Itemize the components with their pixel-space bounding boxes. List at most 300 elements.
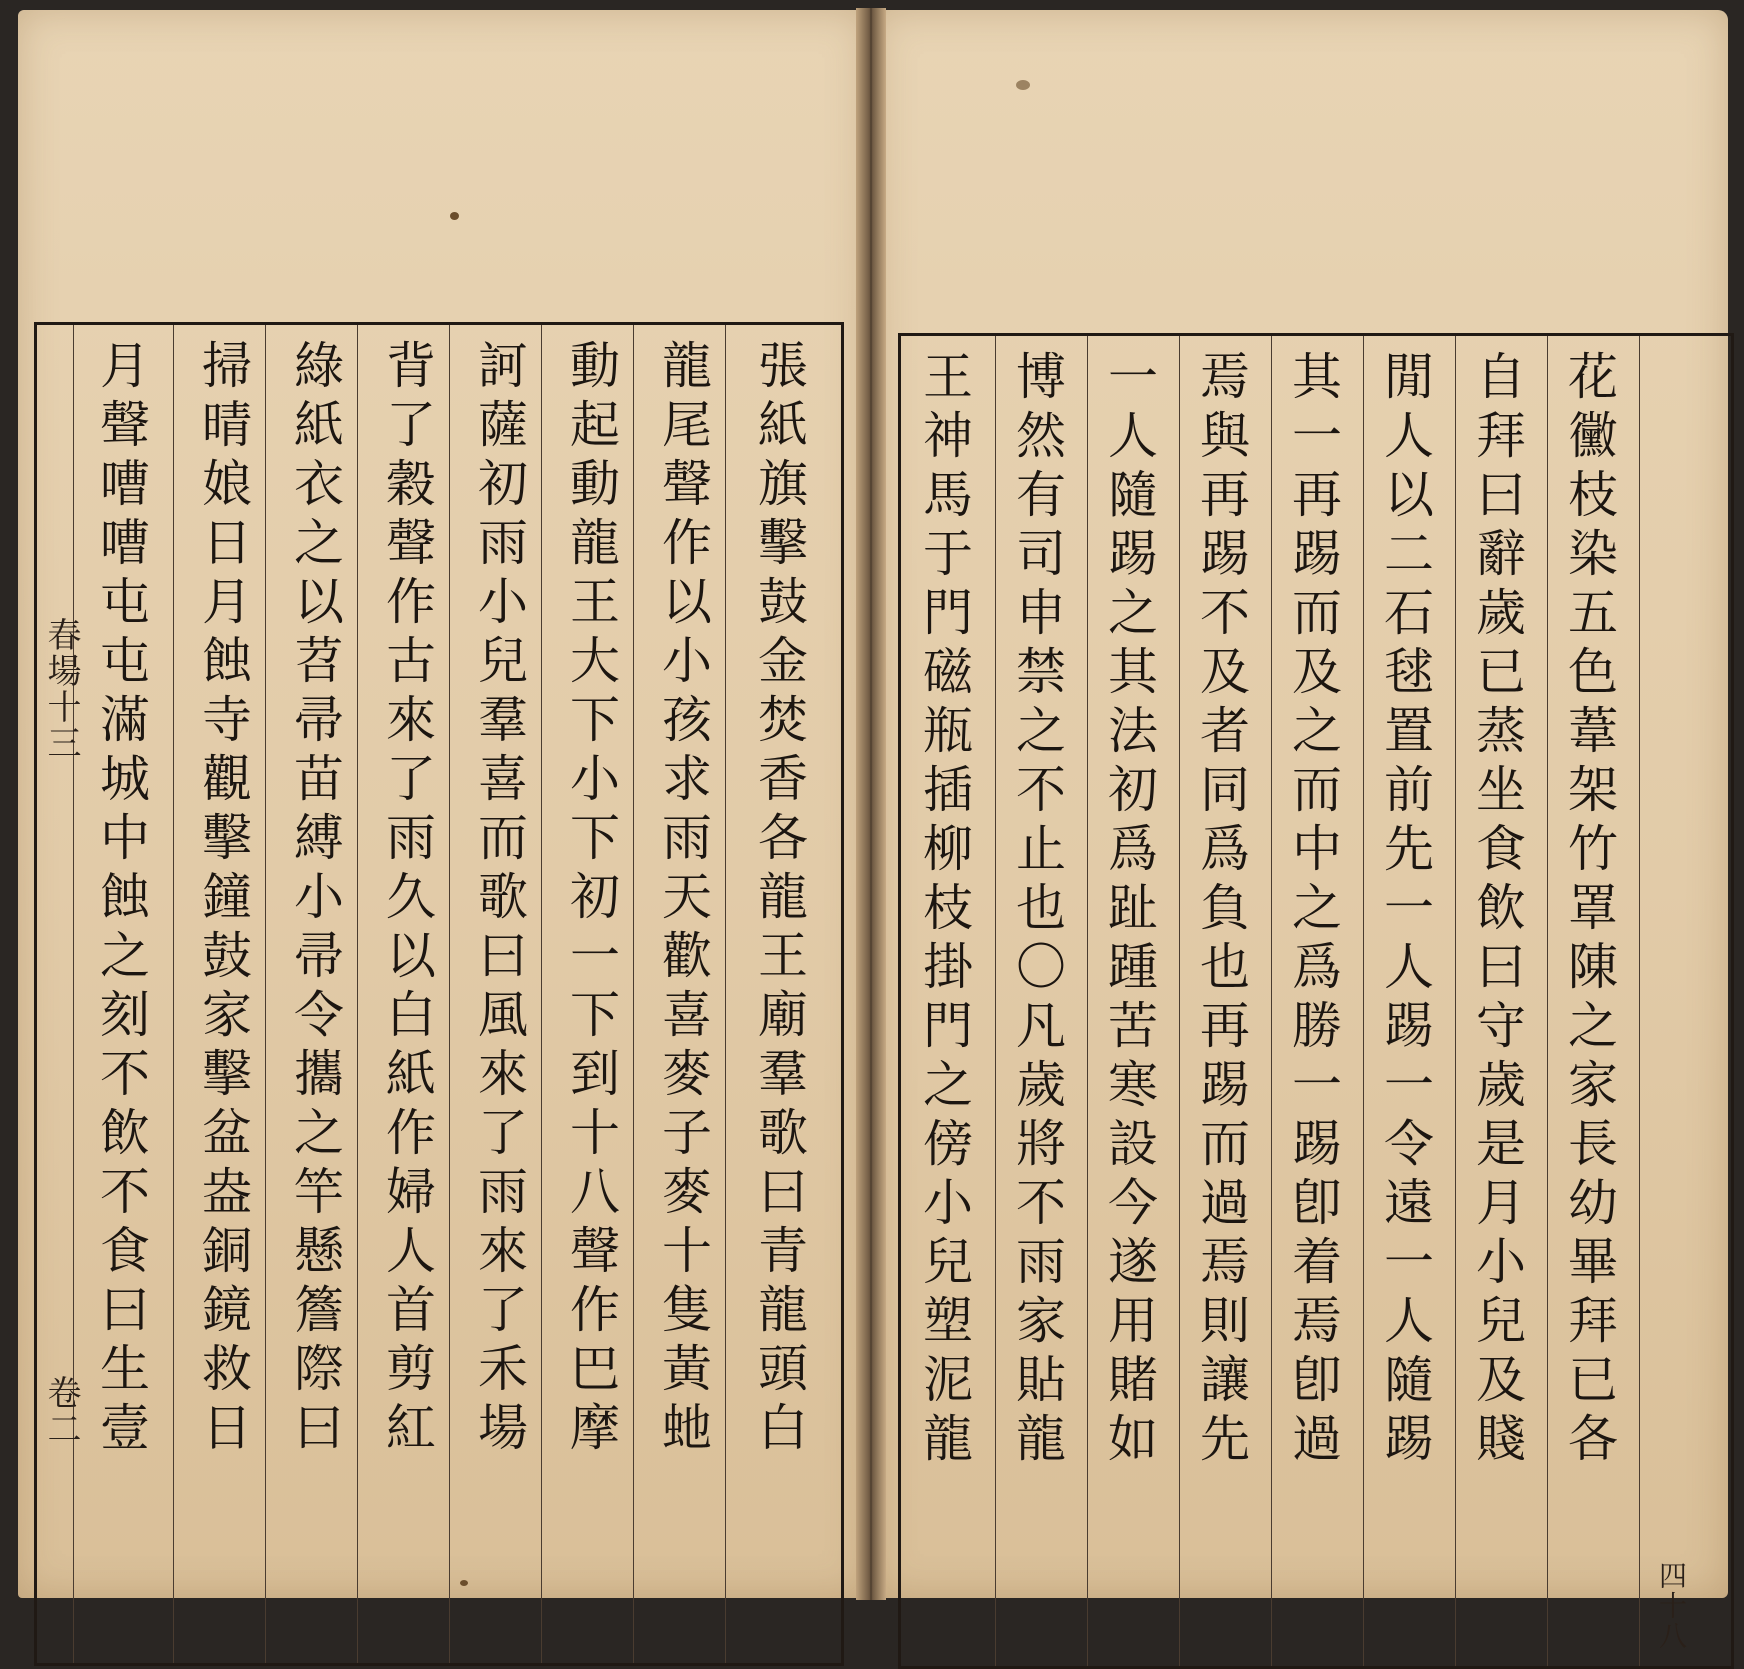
glyph: 之 — [294, 514, 344, 572]
glyph: 城 — [100, 750, 150, 808]
glyph: 動 — [570, 455, 620, 513]
glyph: 曰 — [1476, 466, 1526, 524]
glyph: 王 — [570, 573, 620, 631]
glyph: 自 — [1476, 348, 1526, 406]
glyph: 場 — [478, 1399, 528, 1457]
glyph: 喜 — [478, 750, 528, 808]
glyph: 過 — [1292, 1410, 1342, 1468]
text-column — [1179, 336, 1271, 1666]
glyph: 蝕 — [100, 868, 150, 926]
glyph: 紙 — [758, 396, 808, 454]
glyph: 虵 — [662, 1399, 712, 1457]
glyph: 卽 — [1292, 1174, 1342, 1232]
text-column — [273, 325, 365, 1663]
glyph: 巴 — [570, 1340, 620, 1398]
glyph: 司 — [1016, 525, 1066, 583]
glyph: 孩 — [662, 691, 712, 749]
glyph: 小 — [294, 868, 344, 926]
glyph: 人 — [1108, 407, 1158, 465]
glyph: 壹 — [100, 1399, 150, 1457]
glyph: 枝 — [1568, 466, 1618, 524]
glyph: 歲 — [1476, 584, 1526, 642]
glyph: 家 — [1568, 1056, 1618, 1114]
glyph: 于 — [923, 525, 973, 583]
glyph: 陳 — [1568, 938, 1618, 996]
glyph: 而 — [1200, 1115, 1250, 1173]
glyph: 坐 — [1476, 761, 1526, 819]
text-column — [457, 325, 549, 1663]
glyph: 簷 — [294, 1281, 344, 1339]
glyph: 染 — [1568, 525, 1618, 583]
glyph: 苗 — [294, 750, 344, 808]
glyph: 風 — [478, 986, 528, 1044]
glyph: 曰 — [1476, 938, 1526, 996]
glyph: 兒 — [478, 632, 528, 690]
glyph: 以 — [662, 573, 712, 631]
glyph: 了 — [386, 750, 436, 808]
glyph: 蝕 — [202, 632, 252, 690]
glyph: 雨 — [478, 514, 528, 572]
left-text-frame — [34, 322, 844, 1666]
glyph: 踢 — [1200, 525, 1250, 583]
glyph: 辭 — [1476, 525, 1526, 583]
glyph: 今 — [1108, 1174, 1158, 1232]
glyph: 觀 — [202, 750, 252, 808]
glyph: 一 — [1384, 1056, 1434, 1114]
glyph: 竹 — [1568, 820, 1618, 878]
margin-folio: 四十八 — [1655, 1561, 1688, 1651]
glyph: 如 — [1108, 1410, 1158, 1468]
glyph: 歲 — [1476, 1056, 1526, 1114]
column-rule — [173, 325, 174, 1663]
glyph: 銅 — [202, 1222, 252, 1280]
glyph: 初 — [570, 868, 620, 926]
glyph: 了 — [478, 1281, 528, 1339]
glyph: 以 — [386, 927, 436, 985]
glyph: 及 — [1292, 643, 1342, 701]
glyph: 一 — [1384, 879, 1434, 937]
glyph: 鏡 — [202, 1281, 252, 1339]
glyph: 旗 — [758, 455, 808, 513]
text-column — [549, 325, 641, 1663]
glyph: 神 — [923, 407, 973, 465]
glyph: 禾 — [478, 1340, 528, 1398]
glyph: 龍 — [758, 868, 808, 926]
glyph: 守 — [1476, 997, 1526, 1055]
glyph: 枝 — [923, 879, 973, 937]
glyph: 聲 — [570, 1222, 620, 1280]
glyph: 已 — [1568, 1351, 1618, 1409]
glyph: 掛 — [923, 938, 973, 996]
glyph: 及 — [1476, 1351, 1526, 1409]
glyph: 聲 — [100, 396, 150, 454]
glyph: 則 — [1200, 1292, 1250, 1350]
glyph: 張 — [758, 337, 808, 395]
glyph: 之 — [1016, 702, 1066, 760]
glyph: 王 — [923, 348, 973, 406]
glyph: 小 — [662, 632, 712, 690]
glyph: 龍 — [570, 514, 620, 572]
glyph: 傍 — [923, 1115, 973, 1173]
glyph: 掃 — [202, 337, 252, 395]
glyph: 也 — [1016, 879, 1066, 937]
glyph: 穀 — [386, 455, 436, 513]
glyph: 作 — [662, 514, 712, 572]
glyph: 羣 — [478, 691, 528, 749]
glyph: 月 — [1476, 1174, 1526, 1232]
glyph: 爲 — [1108, 820, 1158, 878]
glyph: 際 — [294, 1340, 344, 1398]
glyph: 〇 — [1016, 938, 1066, 996]
glyph: 爲 — [1292, 938, 1342, 996]
glyph: 色 — [1568, 643, 1618, 701]
glyph: 禁 — [1016, 643, 1066, 701]
glyph: 剪 — [386, 1340, 436, 1398]
glyph: 長 — [1568, 1115, 1618, 1173]
glyph: 盆 — [202, 1104, 252, 1162]
glyph: 塑 — [923, 1292, 973, 1350]
glyph: 柳 — [923, 820, 973, 878]
glyph: 來 — [478, 1222, 528, 1280]
glyph: 踢 — [1200, 1056, 1250, 1114]
glyph: 久 — [386, 868, 436, 926]
glyph: 一 — [570, 927, 620, 985]
text-column — [995, 336, 1087, 1666]
glyph: 來 — [478, 1045, 528, 1103]
glyph: 擊 — [202, 1045, 252, 1103]
glyph: 毬 — [1384, 643, 1434, 701]
glyph: 紙 — [386, 1045, 436, 1103]
glyph: 飲 — [1476, 879, 1526, 937]
glyph: 兒 — [1476, 1292, 1526, 1350]
glyph: 紙 — [294, 396, 344, 454]
glyph: 動 — [570, 337, 620, 395]
glyph: 焉 — [1292, 1292, 1342, 1350]
glyph: 先 — [1384, 820, 1434, 878]
column-rule — [73, 325, 74, 1663]
glyph: 月 — [202, 573, 252, 631]
glyph: 懸 — [294, 1222, 344, 1280]
glyph: 拜 — [1568, 1292, 1618, 1350]
glyph: 勝 — [1292, 997, 1342, 1055]
glyph: 焉 — [1200, 1233, 1250, 1291]
glyph: 門 — [923, 584, 973, 642]
glyph: 之 — [1292, 879, 1342, 937]
glyph: 十 — [662, 1222, 712, 1280]
glyph: 曰 — [294, 1399, 344, 1457]
glyph: 不 — [1016, 1174, 1066, 1232]
glyph: 帚 — [294, 691, 344, 749]
glyph: 一 — [1292, 407, 1342, 465]
glyph: 之 — [1108, 584, 1158, 642]
glyph: 瓶 — [923, 702, 973, 760]
glyph: 青 — [758, 1222, 808, 1280]
glyph: 過 — [1200, 1174, 1250, 1232]
glyph: 紅 — [386, 1399, 436, 1457]
glyph: 縛 — [294, 809, 344, 867]
text-column — [1455, 336, 1547, 1666]
glyph: 白 — [386, 986, 436, 1044]
glyph: 踵 — [1108, 938, 1158, 996]
glyph: 畢 — [1568, 1233, 1618, 1291]
glyph: 起 — [570, 396, 620, 454]
glyph: 有 — [1016, 466, 1066, 524]
glyph: 歌 — [478, 868, 528, 926]
glyph: 是 — [1476, 1115, 1526, 1173]
glyph: 家 — [202, 986, 252, 1044]
glyph: 不 — [100, 1045, 150, 1103]
margin-volume: 卷二 — [41, 1375, 81, 1447]
glyph: 同 — [1200, 761, 1250, 819]
text-column — [1363, 336, 1455, 1666]
text-column — [365, 325, 457, 1663]
ink-spot — [450, 212, 459, 220]
glyph: 作 — [386, 1104, 436, 1162]
glyph: 焉 — [1200, 348, 1250, 406]
glyph: 竿 — [294, 1163, 344, 1221]
glyph: 金 — [758, 632, 808, 690]
text-column — [1087, 336, 1179, 1666]
glyph: 帚 — [294, 927, 344, 985]
glyph: 閒 — [1384, 348, 1434, 406]
glyph: 博 — [1016, 348, 1066, 406]
glyph: 之 — [1568, 997, 1618, 1055]
glyph: 歡 — [662, 927, 712, 985]
glyph: 趾 — [1108, 879, 1158, 937]
glyph: 各 — [1568, 1410, 1618, 1468]
glyph: 苦 — [1108, 997, 1158, 1055]
glyph: 盎 — [202, 1163, 252, 1221]
glyph: 了 — [478, 1104, 528, 1162]
glyph: 求 — [662, 750, 712, 808]
glyph: 嘈 — [100, 514, 150, 572]
glyph: 雨 — [662, 809, 712, 867]
glyph: 黴 — [1568, 407, 1618, 465]
glyph: 作 — [386, 573, 436, 631]
glyph: 香 — [758, 750, 808, 808]
glyph: 兒 — [923, 1233, 973, 1291]
glyph: 之 — [100, 927, 150, 985]
glyph: 一 — [1292, 1056, 1342, 1114]
glyph: 下 — [570, 691, 620, 749]
glyph: 日 — [202, 1399, 252, 1457]
glyph: 小 — [923, 1174, 973, 1232]
glyph: 訶 — [478, 337, 528, 395]
glyph: 擊 — [758, 514, 808, 572]
glyph: 將 — [1016, 1115, 1066, 1173]
glyph: 讓 — [1200, 1351, 1250, 1409]
glyph: 人 — [1384, 407, 1434, 465]
glyph: 下 — [570, 986, 620, 1044]
text-column — [641, 325, 733, 1663]
glyph: 娘 — [202, 455, 252, 513]
glyph: 踢 — [1292, 1115, 1342, 1173]
glyph: 凡 — [1016, 997, 1066, 1055]
glyph: 小 — [478, 573, 528, 631]
glyph: 攜 — [294, 1045, 344, 1103]
glyph: 貼 — [1016, 1351, 1066, 1409]
glyph: 衣 — [294, 455, 344, 513]
glyph: 人 — [1384, 938, 1434, 996]
glyph: 申 — [1016, 584, 1066, 642]
glyph: 負 — [1200, 879, 1250, 937]
glyph: 滿 — [100, 691, 150, 749]
text-column — [181, 325, 273, 1663]
glyph: 踢 — [1292, 525, 1342, 583]
glyph: 婦 — [386, 1163, 436, 1221]
glyph: 食 — [100, 1222, 150, 1280]
margin-title: 春場十三 — [41, 617, 81, 761]
glyph: 十 — [570, 1104, 620, 1162]
glyph: 喜 — [662, 986, 712, 1044]
glyph: 人 — [386, 1222, 436, 1280]
glyph: 龍 — [662, 337, 712, 395]
glyph: 馬 — [923, 466, 973, 524]
glyph: 龍 — [923, 1410, 973, 1468]
glyph: 歲 — [1016, 1056, 1066, 1114]
glyph: 賤 — [1476, 1410, 1526, 1468]
column-rule — [1639, 336, 1640, 1666]
glyph: 隨 — [1108, 466, 1158, 524]
glyph: 遂 — [1108, 1233, 1158, 1291]
text-column — [737, 325, 829, 1663]
glyph: 踢 — [1108, 525, 1158, 583]
glyph: 與 — [1200, 407, 1250, 465]
glyph: 古 — [386, 632, 436, 690]
glyph: 月 — [100, 337, 150, 395]
glyph: 及 — [1200, 643, 1250, 701]
glyph: 聲 — [662, 455, 712, 513]
glyph: 家 — [1016, 1292, 1066, 1350]
glyph: 已 — [1476, 643, 1526, 701]
text-column — [901, 336, 995, 1666]
glyph: 賭 — [1108, 1351, 1158, 1409]
glyph: 雨 — [386, 809, 436, 867]
glyph: 雨 — [478, 1163, 528, 1221]
glyph: 麥 — [662, 1163, 712, 1221]
glyph: 也 — [1200, 938, 1250, 996]
glyph: 不 — [1016, 761, 1066, 819]
book-gutter — [856, 8, 886, 1600]
glyph: 泥 — [923, 1351, 973, 1409]
glyph: 者 — [1200, 702, 1250, 760]
glyph: 黃 — [662, 1340, 712, 1398]
glyph: 救 — [202, 1340, 252, 1398]
glyph: 人 — [1384, 1292, 1434, 1350]
glyph: 不 — [1200, 584, 1250, 642]
glyph: 鐘 — [202, 868, 252, 926]
glyph: 作 — [570, 1281, 620, 1339]
glyph: 之 — [923, 1056, 973, 1114]
glyph: 而 — [1292, 584, 1342, 642]
glyph: 初 — [1108, 761, 1158, 819]
glyph: 寺 — [202, 691, 252, 749]
glyph: 小 — [1476, 1233, 1526, 1291]
glyph: 焚 — [758, 691, 808, 749]
glyph: 日 — [202, 514, 252, 572]
glyph: 刻 — [100, 986, 150, 1044]
ink-spot — [1016, 80, 1030, 90]
glyph: 前 — [1384, 761, 1434, 819]
glyph: 蒸 — [1476, 702, 1526, 760]
glyph: 摩 — [570, 1399, 620, 1457]
glyph: 以 — [1384, 466, 1434, 524]
glyph: 嘈 — [100, 455, 150, 513]
glyph: 令 — [1384, 1115, 1434, 1173]
glyph: 了 — [386, 396, 436, 454]
glyph: 晴 — [202, 396, 252, 454]
glyph: 着 — [1292, 1233, 1342, 1291]
glyph: 踢 — [1384, 1410, 1434, 1468]
glyph: 以 — [294, 573, 344, 631]
glyph: 初 — [478, 455, 528, 513]
glyph: 不 — [100, 1163, 150, 1221]
glyph: 先 — [1200, 1410, 1250, 1468]
glyph: 王 — [758, 927, 808, 985]
text-column — [1271, 336, 1363, 1666]
glyph: 曰 — [100, 1281, 150, 1339]
glyph: 置 — [1384, 702, 1434, 760]
glyph: 隨 — [1384, 1351, 1434, 1409]
glyph: 歌 — [758, 1104, 808, 1162]
glyph: 大 — [570, 632, 620, 690]
glyph: 屯 — [100, 573, 150, 631]
glyph: 然 — [1016, 407, 1066, 465]
glyph: 來 — [386, 691, 436, 749]
glyph: 鼓 — [758, 573, 808, 631]
glyph: 廟 — [758, 986, 808, 1044]
glyph: 薩 — [478, 396, 528, 454]
glyph: 之 — [1292, 702, 1342, 760]
glyph: 各 — [758, 809, 808, 867]
glyph: 綠 — [294, 337, 344, 395]
glyph: 鼓 — [202, 927, 252, 985]
glyph: 一 — [1384, 1233, 1434, 1291]
glyph: 背 — [386, 337, 436, 395]
glyph: 飲 — [100, 1104, 150, 1162]
glyph: 磁 — [923, 643, 973, 701]
glyph: 曰 — [478, 927, 528, 985]
glyph: 法 — [1108, 702, 1158, 760]
glyph: 幼 — [1568, 1174, 1618, 1232]
glyph: 食 — [1476, 820, 1526, 878]
glyph: 隻 — [662, 1281, 712, 1339]
glyph: 寒 — [1108, 1056, 1158, 1114]
glyph: 葦 — [1568, 702, 1618, 760]
text-column — [1547, 336, 1639, 1666]
glyph: 中 — [1292, 820, 1342, 878]
glyph: 生 — [100, 1340, 150, 1398]
glyph: 拜 — [1476, 407, 1526, 465]
glyph: 石 — [1384, 584, 1434, 642]
glyph: 插 — [923, 761, 973, 819]
glyph: 曰 — [758, 1163, 808, 1221]
glyph: 小 — [570, 750, 620, 808]
glyph: 罩 — [1568, 879, 1618, 937]
glyph: 用 — [1108, 1292, 1158, 1350]
glyph: 頭 — [758, 1340, 808, 1398]
glyph: 首 — [386, 1281, 436, 1339]
glyph: 尾 — [662, 396, 712, 454]
glyph: 而 — [478, 809, 528, 867]
glyph: 架 — [1568, 761, 1618, 819]
glyph: 止 — [1016, 820, 1066, 878]
glyph: 花 — [1568, 348, 1618, 406]
glyph: 龍 — [758, 1281, 808, 1339]
glyph: 卽 — [1292, 1351, 1342, 1409]
glyph: 而 — [1292, 761, 1342, 819]
glyph: 八 — [570, 1163, 620, 1221]
